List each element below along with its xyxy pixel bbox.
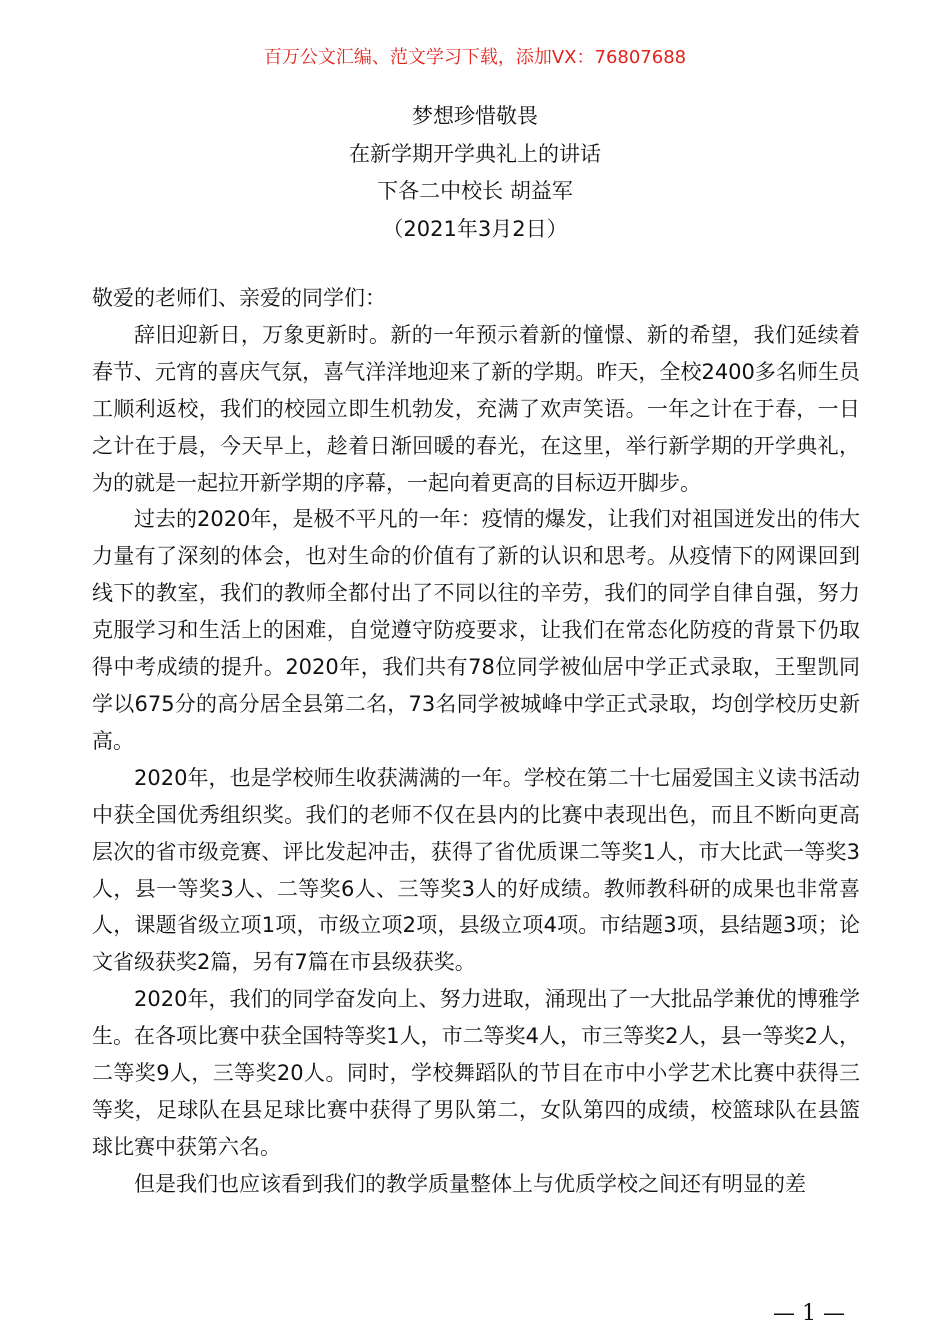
paragraph: 2020年，我们的同学奋发向上、努力进取，涌现出了一大批品学兼优的博雅学生。在各项比赛中获全国特等奖1人，市二等奖4人，市三等奖2人，县一等奖2人，二等奖9人，三等奖20人。同时，学校舞蹈队的节目在市中小学艺术比赛中获得三等奖，足球队在县足球比赛中获得了男队第二，女队第四的成绩，校篮球队在县篮球比赛中获第六名。 [92,987,860,1159]
title-block [0,98,950,248]
document-subtitle: 在新学期开学典礼上的讲话 [349,141,601,166]
paragraph: 辞旧迎新日，万象更新时。新的一年预示着新的憧憬、新的希望，我们延续着春节、元宵的喜庆气氛，喜气洋洋地迎来了新的学期。昨天，全校2400多名师生员工顺利返校，我们的校园立即生机勃发，充满了欢声笑语。一年之计在于春，一日之计在于晨，今天早上，趁着日渐回暖的春光，在这里，举行新学期的开学典礼，为的就是一起拉开新学期的序幕，一起向着更高的目标迈开脚步。 [92,322,860,495]
speaker-line: 下各二中校长 胡益军 [377,179,573,203]
paragraph: 但是我们也应该看到我们的教学质量整体上与优质学校之间还有明显的差 [134,1171,806,1196]
header-banner: 百万公文汇编、范文学习下载，添加VX：76807688 [263,47,687,68]
speech-body [92,280,860,1203]
document-title: 梦想珍惜敬畏 [412,104,538,128]
page-number: — 1 — [773,1301,845,1326]
paragraph: 过去的2020年，是极不平凡的一年：疫情的爆发，让我们对祖国迸发出的伟大力量有了深刻的体会，也对生命的价值有了新的认识和思考。从疫情下的网课回到线下的教室，我们的教师全都付出了不同以往的辛劳，我们的同学自律自强，努力克服学习和生活上的困难，自觉遵守防疫要求，让我们在常态化防疫的背景下仍取得中考成绩的提升。2020年，我们共有78位同学被仙居中学正式录取，王聖凯同学以675分的高分居全县第二名，73名同学被城峰中学正式录取，均创学校历史新高。 [92,507,860,753]
speech-date: （2021年3月2日） [382,216,568,241]
paragraph: 2020年，也是学校师生收获满满的一年。学校在第二十七届爱国主义读书活动中获全国优秀组织奖。我们的老师不仅在县内的比赛中表现出色，而且不断向更高层次的省市级竞赛、评比发起冲击，获得了省优质课二等奖1人，市大比武一等奖3人，县一等奖3人、二等奖6人、三等奖3人的好成绩。教师教科研的成果也非常喜人，课题省级立项1项，市级立项2项，县级立项4项。市结题3项，县结题3项；论文省级获奖2篇，另有7篇在市县级获奖。 [92,765,860,975]
greeting: 敬爱的老师们、亲爱的同学们： [92,286,386,310]
